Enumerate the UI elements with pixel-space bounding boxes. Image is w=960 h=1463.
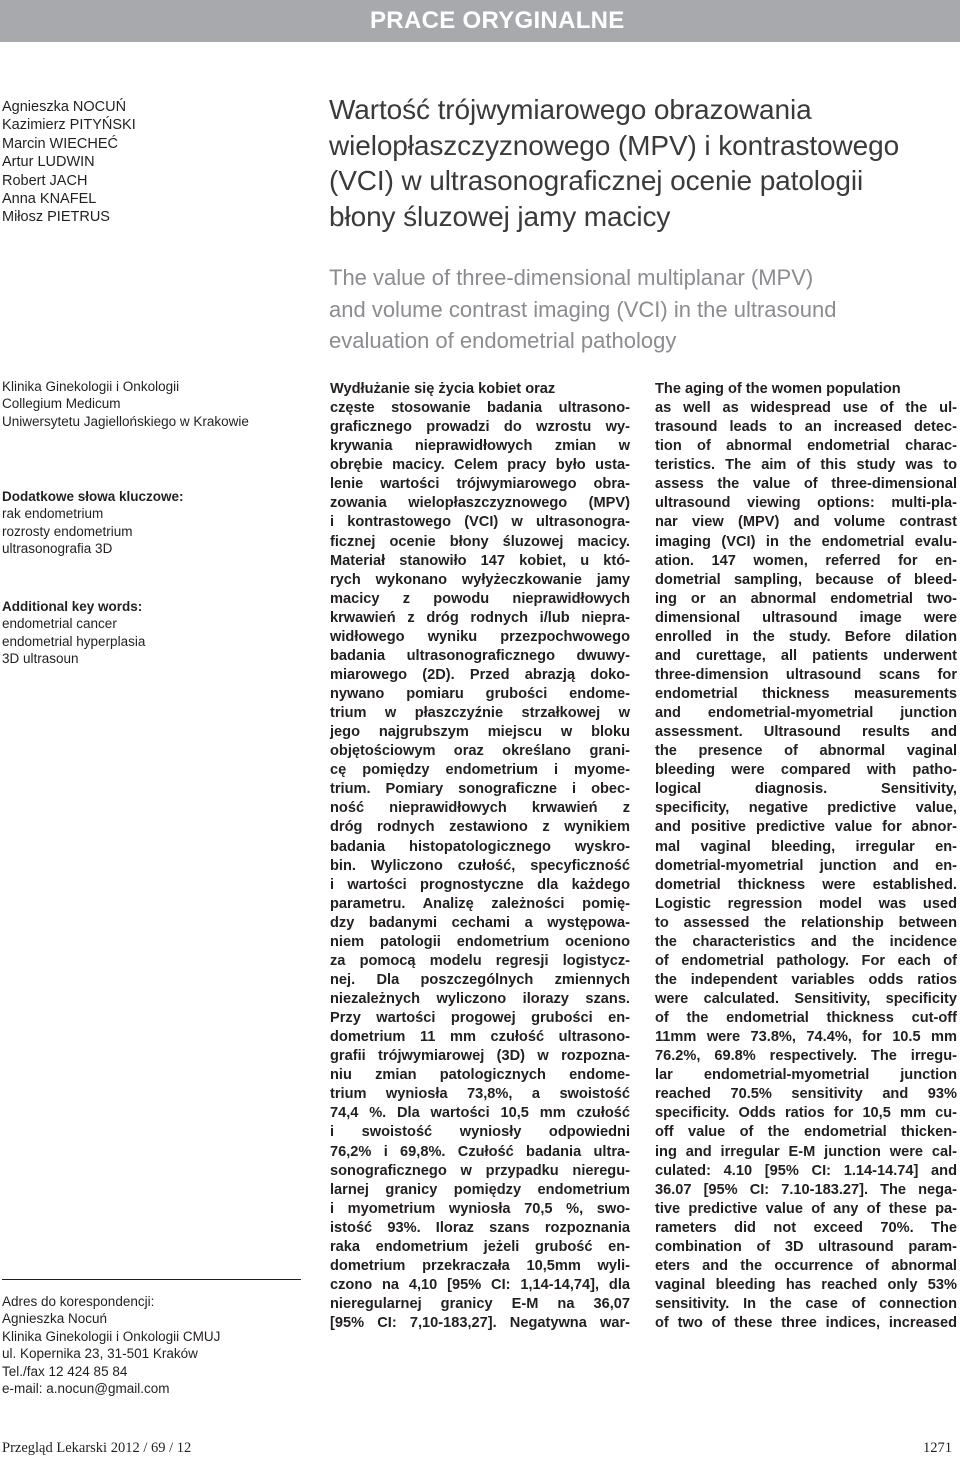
abstract-line: nywano pomiaru grubości endome- [330,686,630,702]
title-english [329,262,959,357]
abstract-line: i swoistość wyniosły odpowiedni [330,1124,630,1141]
abstract-line: of two of these three indices, increased [655,1315,957,1332]
abstract-line: Materiał stanowiło 147 kobiet, u któ- [330,552,630,569]
abstract-line: eters and the occurrence of abnormal [655,1257,957,1274]
page-number: 1271 [923,1440,952,1456]
abstract-polish [330,380,630,1333]
abstract-line: imaging (VCI) in the endometrial evalu- [655,533,957,550]
abstract-line: grafii trójwymiarowej (3D) w rozpozna- [330,1048,630,1065]
abstract-line: mal vaginal bleeding, irregular en- [655,838,957,855]
keyword-item: endometrial cancer [2,616,117,632]
author-name: Miłosz PIETRUS [2,209,110,226]
abstract-line: 11mm were 73.8%, 74.4%, for 10.5 mm [655,1029,957,1046]
abstract-line: ficznej ocenie błony śluzowej macicy. [330,533,630,550]
abstract-line: bin. Wyliczono czułość, specyficzność [330,857,630,874]
abstract-line: dróg rodnych zestawiono z wynikiem [330,819,630,836]
title-polish [329,92,959,234]
author-name: Marcin WIECHEĆ [2,135,119,152]
keyword-item: ultrasonografia 3D [2,541,113,557]
abstract-line: sonograficznego w przypadku nieregu- [330,1162,630,1179]
abstract-line: i wartości prognostyczne dla każdego [330,876,630,893]
keywords-heading: Dodatkowe słowa kluczowe: [2,489,184,504]
abstract-line: bleeding were compared with patho- [655,762,957,779]
abstract-line: nieregularnej granicy E-M na 36,07 [330,1296,630,1312]
keyword-item: rozrosty endometrium [2,523,133,539]
author-name: Artur LUDWIN [2,154,95,171]
abstract-line: czono na 4,10 [95% CI: 1,14-14,74], dla [330,1276,630,1293]
title-line: Wartość trójwymiarowego obrazowania [329,94,812,125]
abstract-line: specificity. Odds ratios for 10,5 mm cu- [655,1105,957,1122]
abstract-line: krwawień z dróg rodnych i/lub niepra- [330,609,630,626]
abstract-line: i kontrastowego (VCI) w ultrasonogra- [330,514,630,531]
abstract-line: the independent variables odds ratios [655,971,957,988]
abstract-line: dimensional ultrasound image were [655,609,957,626]
title-line: and volume contrast imaging (VCI) in the ultrasound [329,296,837,322]
abstract-line: combination of 3D ultrasound param- [655,1238,957,1255]
abstract-line: dometrial sampling, because of bleed- [655,571,957,588]
abstract-line: raka endometrium jeżeli grubość en- [330,1238,630,1255]
abstract-line: were calculated. Sensitivity, specificity [655,991,957,1007]
abstract-line: as well as widespread use of the ul- [655,400,957,417]
abstract-line: 36.07 [95% CI: 7.10-183.27]. The nega- [655,1181,957,1198]
abstract-line: three-dimension ultrasound scans for [655,666,957,683]
abstract-line: tive predictive value of any of these pa- [655,1200,957,1217]
author-name: Agnieszka NOCUŃ [2,99,127,115]
affiliation-line: Klinika Ginekologii i Onkologii [2,379,180,394]
abstract-line: parametru. Analizę zależności pomię- [330,895,630,912]
abstract-line: ing or an abnormal endometrial two- [655,590,957,607]
abstract-line: niem patologii endometrium oceniono [330,933,630,950]
abstract-line: ing and irregular E-M junction were cal- [655,1143,957,1160]
abstract-line: cę pomiędzy endometrium i myome- [330,762,630,779]
keywords-heading: Additional key words: [2,599,143,614]
keyword-item: endometrial hyperplasia [2,633,146,649]
abstract-line: and endometrial-myometrial junction [655,705,957,722]
abstract-line: rych wykonano wyłyżeczkowanie jamy [330,571,630,588]
abstract-line: jego najgrubszym miejscu w bloku [330,724,630,741]
title-line: The value of three-dimensional multiplanar (MPV) [329,265,814,290]
section-label: PRACE ORYGINALNE [370,7,625,34]
abstract-line: 76,2% i 69,8%. Czułość badania ultra- [330,1143,630,1160]
correspondence-line: e-mail: a.nocun@gmail.com [2,1381,170,1397]
abstract-line: specificity, negative predictive value, [655,800,957,817]
abstract-line: badania histopatologicznego wyskro- [330,838,630,855]
abstract-line: obrębie macicy. Celem pracy było usta- [330,457,630,474]
abstract-line: i myometrium wyniosła 70,5 %, swo- [330,1200,630,1217]
abstract-line: teristics. The aim of this study was to [655,457,957,474]
abstract-line: graficznego prowadzi do wzrostu wy- [330,419,630,436]
abstract-line: trium wyniosła 73,8%, a swoistość [330,1086,630,1103]
keyword-item: 3D ultrasoun [2,651,79,667]
abstract-line: to assessed the relationship between [655,914,957,931]
correspondence [2,1293,302,1397]
abstract-line: and curettage, all patients underwent [655,647,957,664]
abstract-line: objętościowym oraz określano grani- [330,743,630,760]
abstract-line: rameters did not exceed 70%. The [655,1219,957,1236]
abstract-line: za pomocą modelu regresji logistycz- [330,952,630,969]
abstract-line: Przy wartości progowej grubości en- [330,1010,630,1027]
abstract-line: istość 93%. Iloraz szans rozpoznania [330,1219,630,1236]
abstract-line: endometrial thickness measurements [655,686,957,702]
title-line: błony śluzowej jamy macicy [329,200,671,232]
abstract-line: nar view (MPV) and volume contrast [655,514,957,531]
author-name: Kazimierz PITYŃSKI [2,117,136,134]
abstract-line: [95% CI: 7,10-183,27]. Negatywna war- [330,1315,630,1332]
title-line: wielopłaszczyznowego (MPV) i kontrastowego [329,129,900,161]
abstract-line: częste stosowanie badania ultrasono- [330,400,630,417]
abstract-line: The aging of the women population [655,381,901,397]
author-name: Robert JACH [2,172,88,189]
abstract-line: assessment. Ultrasound results and [655,724,957,741]
affiliation-line: Uniwersytetu Jagiellońskiego w Krakowie [2,413,249,429]
abstract-line: the characteristics and the incidence [655,933,957,950]
abstract-line: dometrial thickness were established. [655,876,957,893]
divider [2,1279,301,1280]
abstract-line: off value of the endometrial thicken- [655,1124,957,1141]
title-line: evaluation of endometrial pathology [329,328,677,353]
abstract-line: krywania nieprawidłowych zmian w [330,438,630,455]
abstract-line: reached 70.5% sensitivity and 93% [655,1086,957,1103]
abstract-line: logical diagnosis. Sensitivity, [655,781,957,798]
correspondence-line: ul. Kopernika 23, 31-501 Kraków [2,1346,198,1362]
section-banner [0,0,960,42]
abstract-line: dometrium przekraczała 10,5mm wyli- [330,1257,630,1274]
abstract-line: the presence of abnormal vaginal [655,743,957,760]
abstract-line: trasound leads to an increased detec- [655,419,957,436]
affiliation-line: Collegium Medicum [2,396,121,412]
abstract-line: widłowego wyniku przezpochwowego [330,628,630,645]
correspondence-line: Agnieszka Nocuń [2,1311,108,1327]
correspondence-line: Tel./fax 12 424 85 84 [2,1363,128,1379]
abstract-line: dometrial-myometrial junction and en- [655,857,957,874]
abstract-line: enrolled in the study. Before dilation [655,628,957,645]
abstract-line: culated: 4.10 [95% CI: 1.14-14.74] and [655,1162,957,1179]
keyword-item: rak endometrium [2,506,104,522]
abstract-line: Logistic regression model was used [655,895,957,912]
abstract-line: trium. Pomiary sonograficzne i obec- [330,781,630,798]
author-name: Anna KNAFEL [2,191,97,208]
abstract-line: of the endometrial thickness cut-off [655,1010,957,1027]
affiliation [2,378,302,430]
abstract-english [655,380,957,1333]
abstract-line: nej. Dla poszczególnych zmiennych [330,971,630,988]
abstract-line: and positive predictive value for abnor- [655,819,957,836]
abstract-line: vaginal bleeding has reached only 53% [655,1276,957,1293]
abstract-line: niu zmian patologicznych endome- [330,1067,630,1084]
abstract-line: 76.2%, 69.8% respectively. The irregu- [655,1048,957,1065]
keywords-english [2,598,302,668]
abstract-line: miarowego (2D). Przed abrazją doko- [330,666,630,683]
abstract-line: larnej granicy pomiędzy endometrium [330,1181,630,1198]
abstract-line: lenie wartości trójwymiarowego obra- [330,476,630,493]
abstract-line: sensitivity. In the case of connection [655,1296,957,1312]
abstract-line: lar endometrial-myometrial junction [655,1067,957,1084]
abstract-line: macicy z powodu nieprawidłowych [330,590,630,607]
abstract-line: ation. 147 women, referred for en- [655,552,957,569]
abstract-line: 74,4 %. Dla wartości 10,5 mm czułość [330,1105,630,1122]
abstract-line: zowania wielopłaszczyznowego (MPV) [330,495,630,512]
abstract-line: dometrium 11 mm czułość ultrasono- [330,1029,630,1046]
abstract-line: Wydłużanie się życia kobiet oraz [330,381,556,397]
correspondence-line: Adres do korespondencji: [2,1294,155,1309]
abstract-line: dzy badanymi cechami a występowa- [330,914,630,931]
correspondence-line: Klinika Ginekologii i Onkologii CMUJ [2,1328,221,1344]
abstract-line: badania ultrasonograficznego dwuwy- [330,647,630,664]
abstract-line: ultrasound viewing options: multi-pla- [655,495,957,512]
abstract-line: trium w płaszczyźnie strzałkowej w [330,705,630,722]
abstract-line: tion of abnormal endometrial charac- [655,438,957,455]
abstract-line: of endometrial pathology. For each of [655,952,957,969]
title-line: (VCI) w ultrasonograficznej ocenie patologii [329,165,864,196]
journal-footer: Przegląd Lekarski 2012 / 69 / 12 [2,1440,192,1456]
author-list [2,98,136,227]
keywords-polish [2,488,302,558]
abstract-line: niezależnych wyliczono ilorazy szans. [330,991,630,1007]
abstract-line: ność nieprawidłowych krwawień z [330,800,630,817]
abstract-line: assess the value of three-dimensional [655,476,957,493]
